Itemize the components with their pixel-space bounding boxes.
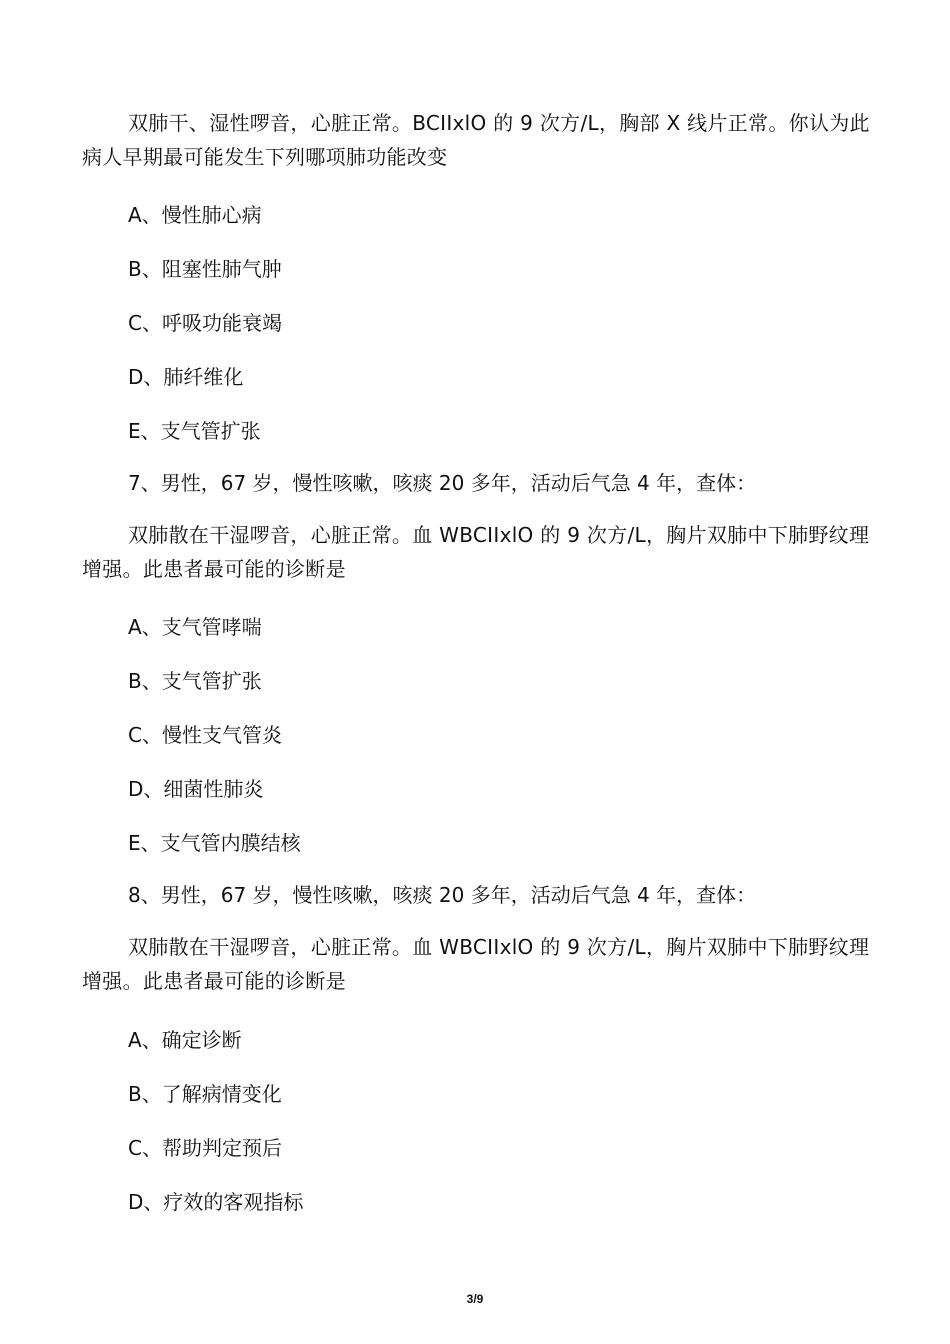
page-number: 3/9: [466, 1292, 484, 1306]
question-8-option-b: B、了解病情变化: [128, 1082, 282, 1106]
question-8-header: 8、男性，67 岁，慢性咳嗽，咳痰 20 多年，活动后气急 4 年，查体：: [128, 883, 757, 907]
question-6-stem: 双肺干、湿性啰音，心脏正常。BCIIxlO 的 9 次方/L，胸部 X 线片正常。你认为此病人早期最可能发生下列哪项肺功能改变: [82, 111, 870, 169]
question-6-option-d: D、肺纤维化: [128, 365, 244, 389]
question-6-option-c: C、呼吸功能衰竭: [128, 311, 282, 335]
question-7-option-c: C、慢性支气管炎: [128, 723, 282, 747]
question-7-option-b: B、支气管扩张: [128, 669, 262, 693]
question-8-option-c: C、帮助判定预后: [128, 1136, 282, 1160]
question-7-option-a: A、支气管哮喘: [128, 615, 262, 639]
question-7-stem: 双肺散在干湿啰音，心脏正常。血 WBCIIxlO 的 9 次方/L，胸片双肺中下肺野纹理增强。此患者最可能的诊断是: [82, 523, 870, 581]
question-7-option-e: E、支气管内膜结核: [128, 831, 301, 855]
question-7-header: 7、男性，67 岁，慢性咳嗽，咳痰 20 多年，活动后气急 4 年，查体：: [128, 471, 757, 495]
question-6-option-e: E、支气管扩张: [128, 419, 261, 443]
question-8-stem: 双肺散在干湿啰音，心脏正常。血 WBCIIxlO 的 9 次方/L，胸片双肺中下肺野纹理增强。此患者最可能的诊断是: [82, 935, 870, 993]
question-8-option-a: A、确定诊断: [128, 1028, 242, 1052]
question-8-option-d: D、疗效的客观指标: [128, 1190, 304, 1214]
question-7-option-d: D、细菌性肺炎: [128, 777, 264, 801]
question-6-option-a: A、慢性肺心病: [128, 203, 262, 227]
question-6-option-b: B、阻塞性肺气肿: [128, 257, 282, 281]
